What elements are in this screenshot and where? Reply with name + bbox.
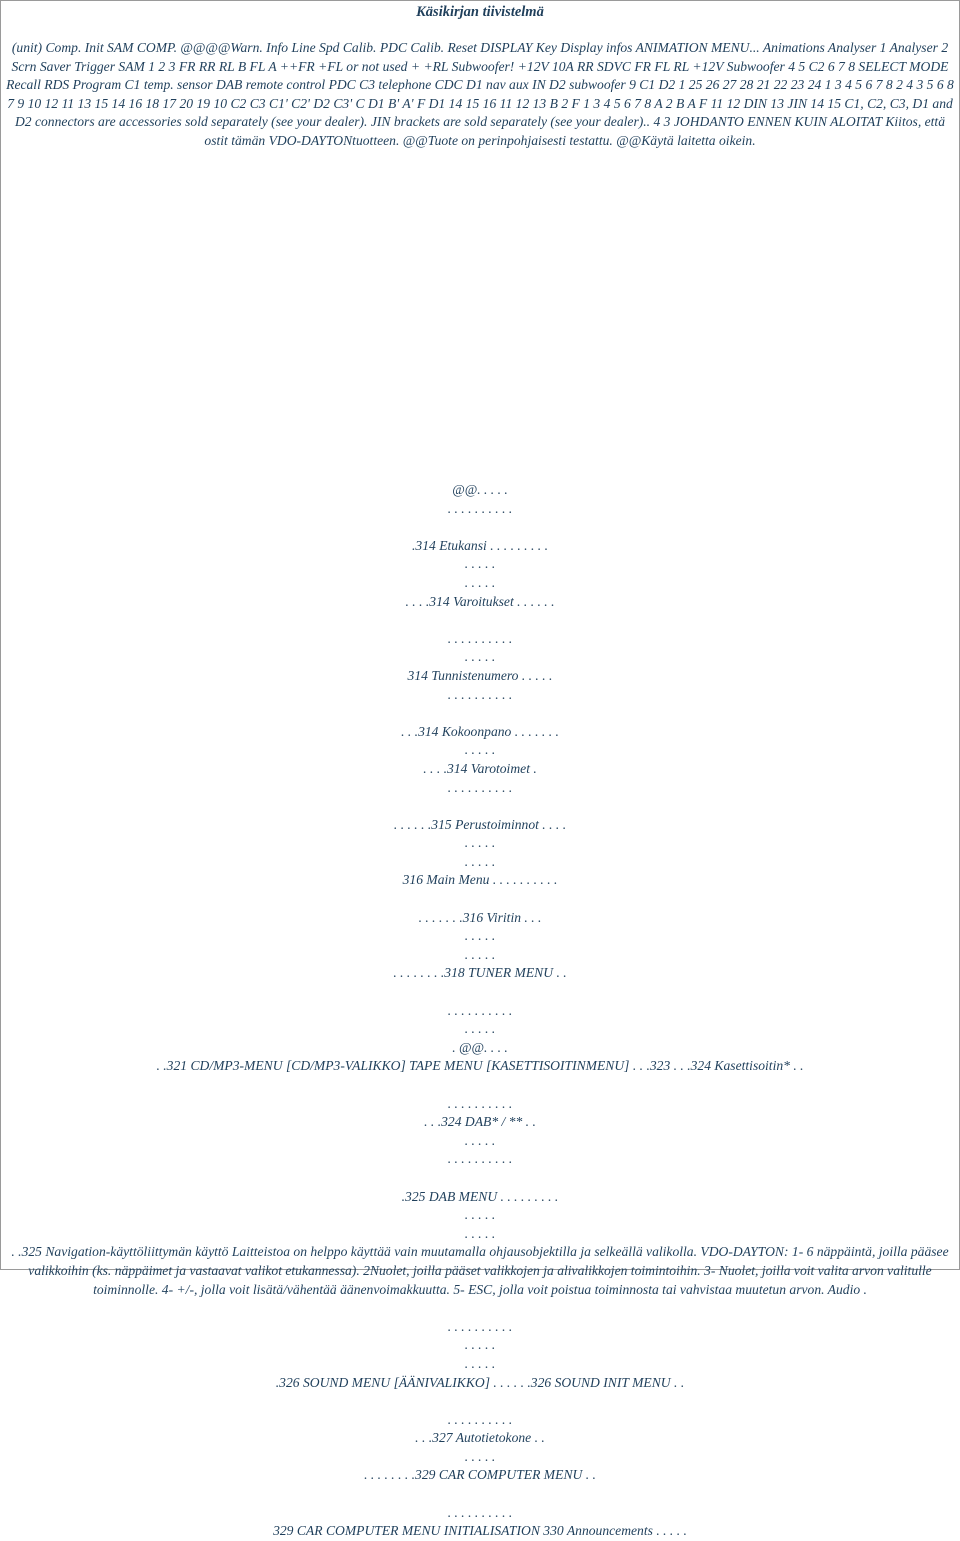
- toc-line: . . . . . . .316 Viritin . . .: [418, 909, 542, 925]
- toc-line: . . . . .: [464, 649, 496, 665]
- toc-line: . . . .314 Varotoimet .: [423, 760, 537, 776]
- toc-line: 316 Main Menu . . . . . . . . . .: [402, 872, 558, 888]
- toc-line: . . . . . . . . . .: [447, 1095, 513, 1111]
- blank-line: [5, 704, 955, 723]
- toc-line: . . . . . . . . . .: [447, 500, 513, 516]
- blank-line: [5, 1169, 955, 1188]
- toc-line: . . . . .: [464, 556, 496, 572]
- toc-line: 314 Tunnistenumero . . . . .: [407, 667, 553, 683]
- toc-line: . . .314 Kokoonpano . . . . . . .: [401, 723, 559, 739]
- toc-line: . . .327 Autotietokone . .: [415, 1430, 545, 1446]
- intro-text: [5, 39, 955, 151]
- blank-line: [5, 1485, 955, 1504]
- toc-line: 329 CAR COMPUTER MENU INITIALISATION 330 Announcements . . . . .: [273, 1523, 687, 1539]
- toc-line: . . . . . . . . . .: [447, 1411, 513, 1427]
- toc-line: . . . . . . . . . .: [447, 1002, 513, 1018]
- blank-line: [5, 983, 955, 1002]
- toc-line: . . . . .: [464, 1337, 496, 1353]
- toc-line: . @@. . . .: [452, 1039, 508, 1055]
- toc-line: . . . . .: [464, 1207, 496, 1223]
- toc-line: . . . . .: [464, 1132, 496, 1148]
- toc-line: . . . . .: [464, 742, 496, 758]
- toc-line: . . . . . . . . . .: [447, 686, 513, 702]
- toc-line: .326 SOUND MENU [ÄÄNIVALIKKO] . . . . . .326 SOUND INIT MENU . .: [275, 1374, 685, 1390]
- toc-line: . . . . . . . . . .: [447, 1318, 513, 1334]
- blank-line: [5, 1392, 955, 1411]
- toc-line: . . . . .: [464, 1355, 496, 1371]
- toc-line: . . . . .: [464, 835, 496, 851]
- toc-line: . . . . .: [464, 946, 496, 962]
- toc-line: . . . . .: [464, 1448, 496, 1464]
- toc-line: . . . . . . . . . .: [447, 1504, 513, 1520]
- navigation-paragraph: . .325 Navigation-käyttöliittymän käyttö Laitteistoa on helppo käyttää vain muutamalla ohjausobjektilla ja selkeällä valikolla. VDO-DAYTON: 1- 6 näppäintä, joilla pääsee valikkoihin (ks. näppäimet ja vastaavat valikot etukannessa). 2Nuolet, joilla pääset valikkojen ja alivalikkojen toimintoihin. 3- Nuolet, joilla voit valita arvon valitulle toiminnolle. 4- +/-, jolla voit lisätä/vähentää äänenvoimakkuutta. 5- ESC, jolla voit poistua toiminnosta tai vahvistaa muutetun arvon. Audio .: [11, 1244, 949, 1297]
- toc-line: @@. . . . .: [452, 482, 508, 497]
- toc-line: . . . . . . . . . .: [447, 1151, 513, 1167]
- toc-line: . . . . .: [464, 1021, 496, 1037]
- toc-line: . . . .314 Varoitukset . . . . . .: [405, 593, 555, 609]
- page-title: Käsikirjan tiivistelmä: [416, 4, 544, 20]
- table-of-contents: [5, 481, 955, 1541]
- toc-line: . . . . .: [464, 928, 496, 944]
- intro-paragraph: (unit) Comp. Init SAM COMP. @@@@Warn. Info Line Spd Calib. PDC Calib. Reset DISPLAY Key Display infos ANIMATION MENU... Animations Analyser 1 Analyser 2 Scrn Saver Trigger SAM 1 2 3 FR RR RL B FL A ++FR +FL or not used + +RL Subwoofer! +12V 10A RR SDVC FR FL RL +12V Subwoofer 4 5 C2 6 7 8 SELECT MODE Recall RDS Program C1 temp. sensor DAB remote control PDC C3 telephone CDC D1 nav aux IN D2 subwoofer 9 C1 D2 1 25 26 27 28 21 22 23 24 1 3 4 5 6 7 8 2 4 3 5 6 8 7 9 10 12 11 13 15 14 16 18 17 20 19 10 C2 C3 C1' C2' D2 C3' C D1 B' A' F D1 14 15 16 11 12 13 B 2 F 1 3 4 5 6 7 8 A 2 B A F 11 12 DIN 13 JIN 14 15 C1, C2, C3, D1 and D2 connectors are accessories sold separately (see your dealer). JIN brackets are sold separately (see your dealer).. 4 3 JOHDANTO ENNEN KUIN ALOITAT Kiitos, että ostit tämän VDO-DAYTONtuotteen. @@Tuote on perinpohjaisesti testattu. @@Käytä laitetta oikein.: [6, 40, 954, 148]
- toc-line: . . . . . . . .329 CAR COMPUTER MENU . .: [364, 1467, 596, 1483]
- blank-line: [5, 1076, 955, 1095]
- toc-line: . . . . . .315 Perustoiminnot . . . .: [393, 816, 567, 832]
- toc-line: . .321 CD/MP3-MENU [CD/MP3-VALIKKO] TAPE MENU [KASETTISOITINMENU] . . .323 . . .324 Kasettisoitin* . .: [156, 1058, 804, 1074]
- blank-line: [5, 611, 955, 630]
- toc-line: . . . . .: [464, 853, 496, 869]
- blank-line: [5, 518, 955, 537]
- toc-line: .325 DAB MENU . . . . . . . . .: [401, 1188, 559, 1204]
- blank-line: [5, 797, 955, 816]
- toc-line: .314 Etukansi . . . . . . . . .: [412, 537, 548, 553]
- toc-line: . . .324 DAB* / ** . .: [424, 1114, 536, 1130]
- blank-line: [5, 1299, 955, 1318]
- toc-line: . . . . .: [464, 574, 496, 590]
- toc-line: . . . . . . . . . .: [447, 779, 513, 795]
- toc-line: . . . . .: [464, 1225, 496, 1241]
- toc-line: . . . . . . . . . .: [447, 630, 513, 646]
- blank-line: [5, 890, 955, 909]
- toc-line: . . . . . . . .318 TUNER MENU . .: [393, 965, 567, 981]
